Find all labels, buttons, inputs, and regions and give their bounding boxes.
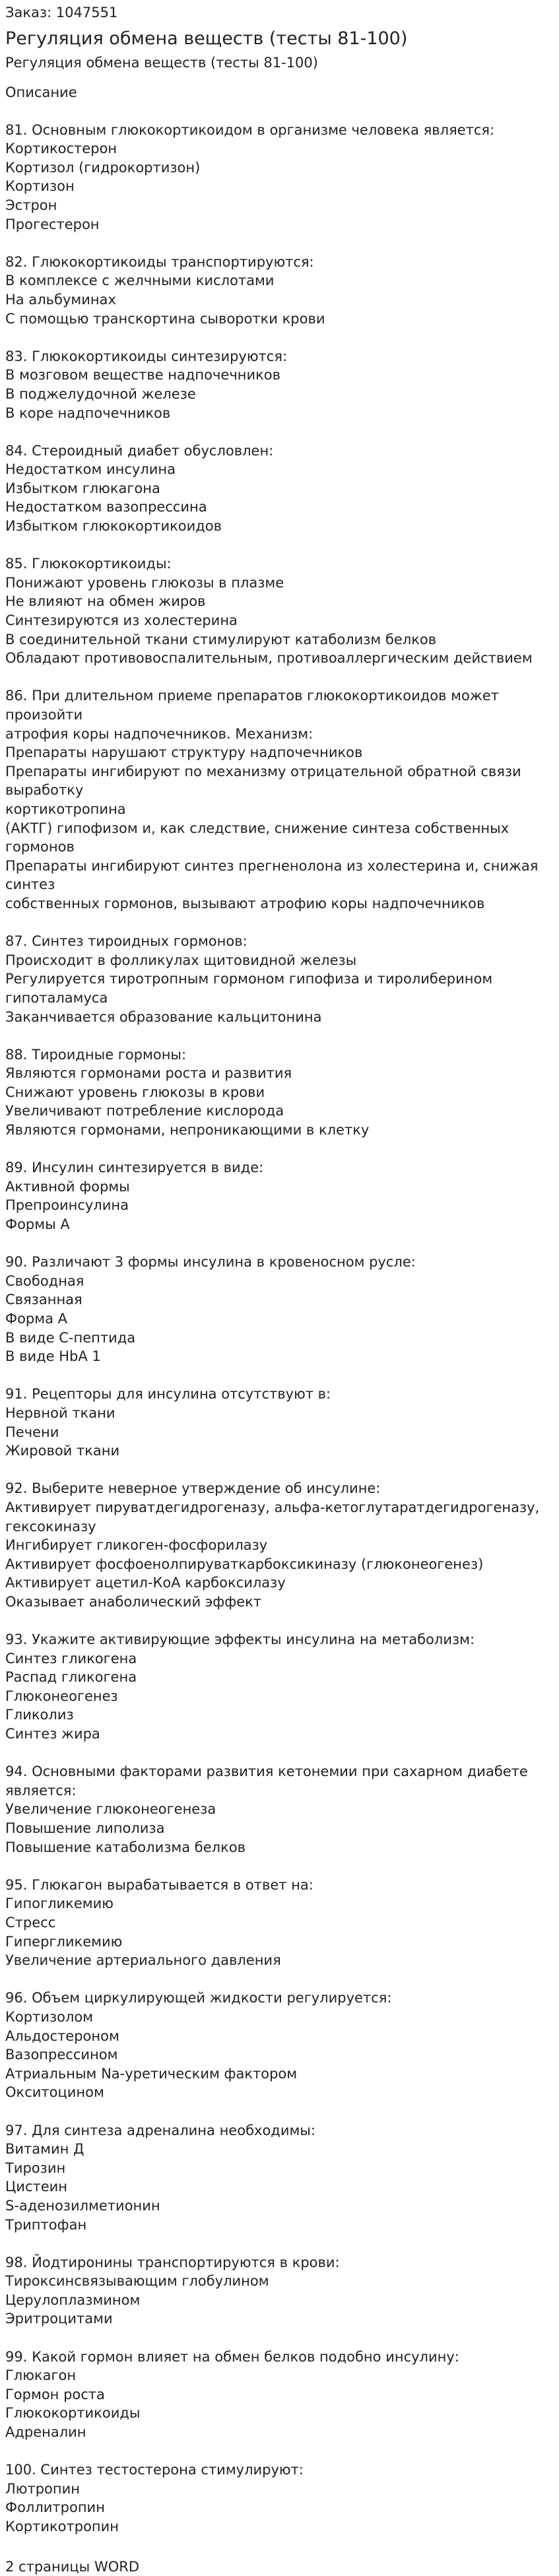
- text-line: 97. Для синтеза адреналина необходимы:: [5, 2122, 315, 2138]
- text-line: S-аденозилметионин: [5, 2197, 160, 2214]
- text-line: 83. Глюкокортикоиды синтезируются:: [5, 348, 288, 364]
- blank-line: [5, 1234, 554, 1253]
- text-line: В комплексе с желчными кислотами: [5, 273, 275, 289]
- description-body: [5, 102, 554, 2555]
- text-line: 81. Основным глюкокортикоидом в организме человека является:: [5, 121, 495, 138]
- text-line: Недостатком вазопрессина: [5, 499, 207, 515]
- text-line: атрофия коры надпочечников. Механизм:: [5, 725, 313, 742]
- text-line: В мозговом веществе надпочечников: [5, 367, 281, 383]
- blank-line: [5, 1612, 554, 1631]
- text-line: 84. Стероидный диабет обусловлен:: [5, 442, 274, 459]
- text-line: (АКТГ) гипофизом и, как следствие, снижение синтеза собственных гормонов: [5, 820, 513, 855]
- document-page: [0, 4, 559, 2576]
- page-count-note: 2 страницы WORD: [5, 2559, 139, 2575]
- text-line: 91. Рецепторы для инсулина отсутствуют в:: [5, 1386, 331, 1403]
- text-line: собственных гормонов, вызывают атрофию коры надпочечников: [5, 895, 485, 911]
- text-line: Понижают уровень глюкозы в плазме: [5, 574, 284, 591]
- blank-line: [5, 1970, 554, 1989]
- text-line: Эритроцитами: [5, 2311, 113, 2327]
- text-line: Активирует фосфоенолпируваткарбоксикиназу (глюконеогенез): [5, 1556, 484, 1572]
- blank-line: [5, 422, 554, 442]
- text-line: Синтезируются из холестерина: [5, 612, 238, 629]
- text-line: В коре надпочечников: [5, 405, 171, 421]
- blank-line: [5, 1140, 554, 1159]
- text-line: Связанная: [5, 1292, 82, 1308]
- text-line: Кортизон: [5, 178, 75, 195]
- text-line: Кортикотропин: [5, 2519, 119, 2534]
- text-line: Кортизол (гидрокортизон): [5, 159, 201, 176]
- text-line: Нервной ткани: [5, 1404, 115, 1421]
- text-line: Увеличение артериального давления: [5, 1952, 281, 1969]
- text-line: Витамин Д: [5, 2141, 84, 2158]
- text-line: Являются гормонами роста и развития: [5, 1065, 292, 1082]
- text-line: Синтез жира: [5, 1726, 100, 1742]
- text-line: Эстрон: [5, 197, 57, 213]
- text-line: Фоллитропин: [5, 2499, 105, 2516]
- text-line: Избытком глюкагона: [5, 480, 160, 496]
- blank-line: [5, 1366, 554, 1385]
- text-line: Регулируется тиротропным гормоном гипофиза и тиролиберином гипоталамуса: [5, 971, 497, 1006]
- text-line: Увеличивают потребление кислорода: [5, 1103, 284, 1119]
- text-line: Синтез гликогена: [5, 1650, 137, 1667]
- text-line: В соединительной ткани стимулируют катаболизм белков: [5, 631, 437, 647]
- text-line: Форма А: [5, 1311, 68, 1327]
- text-line: Являются гормонами, непроникающими в клетку: [5, 1122, 370, 1139]
- blank-line: [5, 1461, 554, 1480]
- text-line: 94. Основными факторами развития кетонемии при сахарном диабете является:: [5, 1764, 533, 1799]
- text-line: Распад гликогена: [5, 1669, 137, 1686]
- text-line: Глюконеогенез: [5, 1688, 118, 1704]
- text-line: Печени: [5, 1424, 59, 1440]
- text-line: Снижают уровень глюкозы в крови: [5, 1084, 265, 1100]
- page-title: Регуляция обмена веществ (тесты 81-100): [5, 28, 408, 49]
- blank-line: [5, 102, 554, 121]
- blank-line: [5, 536, 554, 555]
- text-line: Ингибирует гликоген-фосфорилазу: [5, 1537, 268, 1554]
- text-line: Активирует ацетил-КоА карбоксилазу: [5, 1575, 286, 1591]
- text-line: 89. Инсулин синтезируется в виде:: [5, 1160, 264, 1176]
- text-line: Адреналин: [5, 2424, 86, 2441]
- text-line: Кортизолом: [5, 2008, 94, 2025]
- text-line: 87. Синтез тироидных гормонов:: [5, 933, 247, 950]
- text-line: В поджелудочной железе: [5, 385, 196, 402]
- text-line: Свободная: [5, 1272, 84, 1289]
- text-line: Избытком глюкокортикоидов: [5, 518, 222, 535]
- text-line: 88. Тироидные гормоны:: [5, 1046, 187, 1063]
- text-line: Триптофан: [5, 2216, 87, 2233]
- blank-line: [5, 2234, 554, 2253]
- text-line: 99. Какой гормон влияет на обмен белков подобно инсулину:: [5, 2348, 459, 2365]
- text-line: Окситоцином: [5, 2084, 104, 2101]
- text-line: 90. Различают 3 формы инсулина в кровеносном русле:: [5, 1254, 416, 1271]
- text-line: Стресс: [5, 1915, 56, 1931]
- text-line: 86. При длительном приеме препаратов глюкокортикоидов может произойти: [5, 688, 504, 723]
- text-line: В виде HbA 1: [5, 1348, 101, 1365]
- text-line: Атриальным Na-уретическим фактором: [5, 2065, 298, 2082]
- blank-line: [5, 2328, 554, 2348]
- order-number: Заказ: 1047551: [5, 5, 118, 20]
- text-line: Тироксинсвязывающим глобулином: [5, 2273, 269, 2290]
- page-subtitle: Регуляция обмена веществ (тесты 81-100): [5, 55, 318, 71]
- text-line: В виде С-пептида: [5, 1329, 136, 1346]
- text-line: Вазопрессином: [5, 2047, 118, 2063]
- text-line: С помощью транскортина сыворотки крови: [5, 310, 325, 327]
- text-line: 96. Объем циркулирующей жидкости регулируется:: [5, 1990, 392, 2006]
- text-line: 85. Глюкокортикоиды:: [5, 556, 172, 572]
- text-line: Тирозин: [5, 2160, 66, 2176]
- text-line: Лютропин: [5, 2480, 80, 2497]
- blank-line: [5, 913, 554, 933]
- text-line: Заканчивается образование кальцитонина: [5, 1008, 322, 1025]
- text-line: Увеличение глюконеогенеза: [5, 1801, 216, 1818]
- text-line: Гипергликемию: [5, 1933, 123, 1950]
- description-heading: Описание: [5, 84, 77, 100]
- blank-line: [5, 668, 554, 687]
- text-line: Жировой ткани: [5, 1443, 120, 1459]
- blank-line: [5, 234, 554, 253]
- blank-line: [5, 2442, 554, 2461]
- text-line: Церулоплазмином: [5, 2292, 141, 2308]
- text-line: Повышение катаболизма белков: [5, 1839, 246, 1855]
- text-line: Происходит в фолликулах щитовидной железы: [5, 952, 357, 968]
- text-line: кортикотропина: [5, 801, 126, 817]
- text-line: Недостатком инсулина: [5, 461, 176, 478]
- text-line: 92. Выберите неверное утверждение об инсулине:: [5, 1480, 381, 1497]
- text-line: Гликолиз: [5, 1707, 74, 1723]
- text-line: гексокиназу: [5, 1518, 96, 1535]
- text-line: Прогестерон: [5, 216, 100, 232]
- text-line: Обладают противовоспалительным, противоаллергическим действием: [5, 650, 533, 667]
- text-line: Цистеин: [5, 2179, 68, 2195]
- text-line: 100. Синтез тестостерона стимулируют:: [5, 2462, 304, 2478]
- text-line: Формы А: [5, 1216, 70, 1233]
- text-line: Гипогликемию: [5, 1896, 114, 1912]
- text-line: Глюкокортикоиды: [5, 2405, 141, 2422]
- text-line: 95. Глюкагон вырабатывается в ответ на:: [5, 1876, 313, 1893]
- text-line: Кортикостерон: [5, 141, 117, 157]
- text-line: Гормон роста: [5, 2386, 105, 2402]
- text-line: Препараты нарушают структуру надпочечников: [5, 744, 363, 761]
- text-line: На альбуминах: [5, 291, 116, 308]
- text-line: Активной формы: [5, 1178, 130, 1195]
- text-line: 82. Глюкокортикоиды транспортируются:: [5, 253, 314, 270]
- blank-line: [5, 1744, 554, 1763]
- blank-line: [5, 1857, 554, 1876]
- blank-line: [5, 2102, 554, 2121]
- blank-line: [5, 328, 554, 347]
- text-line: Не влияют на обмен жиров: [5, 593, 206, 610]
- blank-line: [5, 1026, 554, 1045]
- text-line: Повышение липолиза: [5, 1820, 165, 1837]
- text-line: Оказывает анаболический эффект: [5, 1593, 262, 1610]
- text-line: Препараты ингибируют синтез прегненолона из холестерина и, снижая синтез: [5, 857, 543, 893]
- blank-line: [5, 2536, 554, 2556]
- text-line: Препроинсулина: [5, 1197, 129, 1214]
- text-line: 98. Йодтиронины транспортируются в крови:: [5, 2254, 340, 2270]
- text-line: Альдостероном: [5, 2028, 119, 2044]
- text-line: Глюкагон: [5, 2367, 77, 2384]
- text-line: 93. Укажите активирующие эффекты инсулина на метаболизм:: [5, 1632, 475, 1648]
- text-line: Препараты ингибируют по механизму отрицательной обратной связи выработку: [5, 763, 526, 799]
- text-line: Активирует пируватдегидрогеназу, альфа-кетоглутаратдегидрогеназу,: [5, 1499, 540, 1515]
